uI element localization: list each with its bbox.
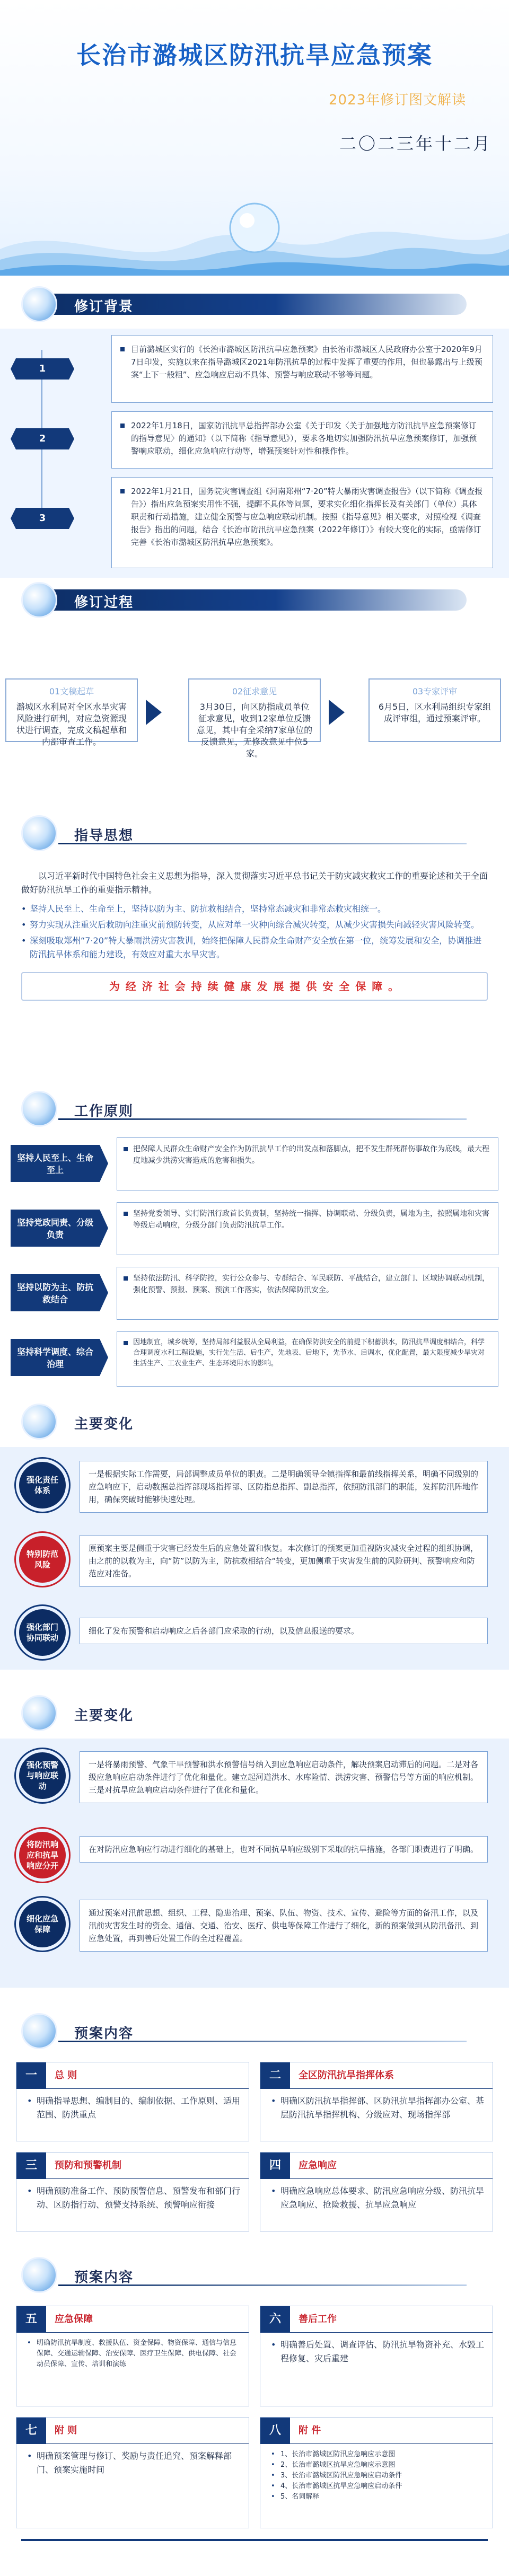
section-header-main-changes-1	[11, 1399, 498, 1442]
card-item: • 明确善后处置、调查评估、防汛抗旱物资补充、水毁工程修复、灾后重建	[271, 2338, 484, 2366]
revision-item-3: 2022年1月21日，国务院灾害调查组《河南郑州“7·20”特大暴雨灾害调查报告》（以下简称《调查报告》）指出应急预案实用性不强，提醒不具体等问题，要求实化细化指挥长及有关部门（单位）具体职责和行动措施，建立健全预警与应急响应联动机制。按照《指导意见》相关要求，对照检视《调查报告》指出的问题，结合《长治市防汛抗旱应急预案（2022年修订）》有较大变化的实际，亟需修订完善《长治市潞城区防汛抗旱应急预案》。	[111, 477, 493, 568]
arrow-right-icon	[329, 700, 345, 725]
principle-item-2	[11, 1199, 498, 1258]
principle-item-3	[11, 1264, 498, 1323]
content-card-5	[16, 2306, 249, 2406]
process-step-3	[368, 678, 501, 742]
section-header-revision-process	[11, 578, 498, 620]
page-subtitle: 2023年修订图文解读	[329, 92, 467, 108]
process-step-1	[5, 678, 138, 747]
card-number: 五	[16, 2306, 46, 2333]
guiding-paragraph: 以习近平新时代中国特色社会主义思想为指导，深入贯彻落实习近平总书记关于防灾减灾救灾工作的重要论述和关于全面做好防汛抗旱工作的重要指示精神。	[21, 871, 488, 895]
change-tag: 强化预警与响应联动	[16, 1749, 69, 1802]
principle-item-4	[11, 1328, 498, 1388]
guiding-point: • 深刻吸取郑州“7·20”特大暴雨洪涝灾害教训，始终把保障人民群众生命财产安全放在第一位，统筹发展和安全，协调推进防汛抗旱体系和能力建设，有效应对重大水旱灾害。	[21, 934, 488, 961]
change-text: 通过预案对汛前思想、组织、工程、隐患治理、预案、队伍、物资、技术、宣传、避险等方面的备汛工作，以及汛前灾害发生时的资金、通信、交通、治安、医疗、供电等保障工作进行了细化，新的预案做到从防汛备汛、到应急处置，再到善后处置工作的全过程覆盖。	[80, 1900, 488, 1952]
section-header-contents-2	[11, 2253, 498, 2295]
change-tag: 细化应急保障	[16, 1898, 69, 1951]
section-title: 指导思想	[74, 828, 134, 844]
publish-date: 二〇二三年十二月	[339, 134, 493, 154]
revision-badge-2: 2	[16, 428, 69, 449]
card-number: 七	[16, 2418, 46, 2444]
revision-badge-1: 1	[16, 358, 69, 380]
content-card-2	[260, 2062, 493, 2141]
water-splash-illustration	[0, 191, 509, 276]
content-card-3	[16, 2152, 249, 2231]
revision-item-1: 目前潞城区实行的《长治市潞城区防汛抗旱应急预案》由长治市潞城区人民政府办公室于2020年9月7日印发，实施以来在指导潞城区2021年防汛抗旱的过程中发挥了重要的作用，但也暴露出与上级预案“上下一般粗”、应急响应启动不具体、预警与响应联动不够等问题。	[111, 335, 493, 403]
card-title: 附 则	[55, 2425, 77, 2436]
change-text: 在对防汛应急响应行动进行细化的基础上，也对不同抗旱响应级别下采取的抗旱措施，各部门职责进行了明确。	[80, 1836, 488, 1863]
card-item: • 明确预案管理与修订、奖励与责任追究、预案解释部门、预案实施时间	[27, 2449, 240, 2477]
section-header-revision-background	[11, 282, 498, 324]
process-step-time: 03专家评审	[412, 686, 458, 696]
guiding-point: • 努力实现从注重灾后救助向注重灾前预防转变，从应对单一灾种向综合减灾转变，从减少灾害损失向减轻灾害风险转变。	[21, 918, 488, 932]
water-drop-icon	[21, 1695, 57, 1731]
process-step-time: 02征求意见	[232, 686, 277, 696]
change-item-coordination	[16, 1606, 493, 1664]
principle-item-1	[11, 1134, 498, 1194]
change-item-responsibility	[16, 1459, 493, 1528]
revision-item-2: 2022年1月18日，国家防汛抗旱总指挥部办公室《关于印发〈关于加强地方防汛抗旱应急预案修订的指导意见〉的通知》（以下简称《指导意见》），要求各地切实加强防汛抗旱应急预案修订，加强预警响应联动，细化应急响应行动等，增强预案针对性和操作性。	[111, 411, 493, 469]
change-item-warning-response	[16, 1749, 493, 1818]
section-title: 预案内容	[74, 2270, 134, 2286]
content-card-4	[260, 2152, 493, 2231]
guiding-point: • 坚持人民至上、生命至上，坚持以防为主、防抗救相结合，坚持常态减灾和非常态救灾相统一。	[21, 902, 488, 916]
water-drop-icon	[21, 1091, 57, 1127]
process-step-text: 潞城区水利局对全区水旱灾害风险进行研判，对应急资源现状进行调查，完成文稿起草和内部审查工作。	[16, 702, 127, 747]
card-item: • 明确应急响应总体要求、防汛应急响应分级、防汛抗旱应急响应、抢险救援、抗旱应急响应	[271, 2184, 484, 2212]
card-number: 三	[16, 2152, 46, 2179]
content-card-6	[260, 2306, 493, 2406]
card-number: 八	[260, 2418, 290, 2444]
change-item-risk	[16, 1533, 493, 1599]
process-step-text: 3月30日，向区防指成员单位征求意见，收到12家单位反馈意见，其中有全采纳7家单位的反馈意见，无修改意见中位5家。	[196, 702, 313, 758]
card-number: 二	[260, 2062, 290, 2089]
footer-divider	[21, 2539, 488, 2541]
section-title: 预案内容	[74, 2026, 134, 2042]
guiding-thought-content	[21, 869, 488, 1001]
principle-text: 因地制宜，城乡统筹，坚持局部利益服从全局利益，在确保防洪安全的前提下积蓄洪水，防汛抗旱调度相结合，科学合理调度水利工程设施，实行先生活、后生产，先地表、后地下，先节水、后调水，优化配置，最大限度减少旱灾对生活生产、工农业生产、生态环境用水的影响。	[117, 1331, 498, 1387]
section-title: 工作原则	[74, 1104, 134, 1119]
change-tag: 强化部门协同联动	[16, 1606, 69, 1659]
card-title: 应急响应	[299, 2160, 337, 2171]
water-drop-icon	[21, 1404, 57, 1440]
card-item: • 2、长治市潞城区抗旱应急响应示意图	[271, 2460, 484, 2471]
card-title: 应急保障	[55, 2314, 93, 2325]
change-tag: 强化责任体系	[16, 1459, 69, 1512]
change-item-separate-response	[16, 1829, 493, 1887]
water-drop-icon	[21, 286, 57, 322]
card-item: • 明确防汛抗旱制度、救援队伍、资金保障、物资保障、通信与信息保障、交通运输保障、治安保障、医疗卫生保障、供电保障、社会动员保障、宣传、培训和演练	[27, 2338, 240, 2370]
process-step-2	[188, 678, 321, 758]
card-item: • 明确预防准备工作、预防预警信息、预警发布和部门行动、区防指行动、预警支持系统、预警响应衔接	[27, 2184, 240, 2212]
change-tag: 将防汛响应和抗旱响应分开	[16, 1829, 69, 1882]
section-title: 主要变化	[74, 1708, 134, 1724]
card-title: 预防和预警机制	[55, 2160, 121, 2171]
card-item: • 明确指导思想、编制目的、编制依据、工作原则、适用范围、防洪重点	[27, 2094, 240, 2122]
change-text: 一是根据实际工作需要，局部调整成员单位的职责。二是明确领导全镇指挥和最前线指挥关系，明确不同级别的应急响应下，启动数据总指挥部现场指挥部、区防指总指挥、副总指挥，依照防汛部门的职能，发挥防汛阵地作用，确保突破时能够快速处理。	[80, 1461, 488, 1513]
card-number: 一	[16, 2062, 46, 2089]
change-text: 细化了发布预警和启动响应之后各部门应采取的行动，以及信息报送的要求。	[80, 1618, 488, 1644]
card-item: • 3、长治市潞城区防汛应急响应启动条件	[271, 2471, 484, 2481]
guiding-banner: 为 经 济 社 会 持 续 健 康 发 展 提 供 安 全 保 障 。	[21, 972, 488, 1001]
principle-text: 坚持党委领导、实行防汛行政首长负责制，坚持统一指挥、协调联动、分级负责，属地为主，按照属地和灾害等级启动响应，分级分部门负责防汛抗旱工作。	[117, 1202, 498, 1255]
card-item: • 明确区防汛抗旱指挥部、区防汛抗旱指挥部办公室、基层防汛抗旱指挥机构、分级应对、现场指挥部	[271, 2094, 484, 2122]
section-title: 修订过程	[74, 595, 134, 611]
card-title: 善后工作	[299, 2314, 337, 2325]
card-item: • 5、名词解释	[271, 2492, 484, 2502]
change-item-emergency-support	[16, 1898, 493, 1977]
section-header-contents-1	[11, 2009, 498, 2051]
content-card-8	[260, 2417, 493, 2528]
card-number: 六	[260, 2306, 290, 2333]
card-title: 附 件	[299, 2425, 321, 2436]
change-text: 一是将暴雨预警、气象干旱预警和洪水预警信号纳入到应急响应启动条件，解决预案启动滞后的问题。二是对各级应急响应启动条件进行了优化和量化。建立起河道洪水、水库险情、洪涝灾害、预警信号等方面的响应机制。三是对抗旱应急响应启动条件进行了优化和量化。	[80, 1751, 488, 1803]
card-title: 全区防汛抗旱指挥体系	[299, 2070, 394, 2081]
page-title: 长治市潞城区防汛抗旱应急预案	[76, 41, 433, 69]
hero-banner	[0, 0, 509, 276]
principle-tag: 坚持人民至上、生命至上	[11, 1145, 100, 1182]
water-drop-icon	[21, 582, 57, 618]
card-item: • 1、长治市潞城区防汛应急响应示意图	[271, 2449, 484, 2460]
process-step-time: 01文稿起草	[49, 686, 94, 696]
content-card-1	[16, 2062, 249, 2141]
section-title: 主要变化	[74, 1416, 134, 1432]
change-text: 原预案主要是侧重于灾害已经发生后的应急处置和恢复。本次修订的预案更加重视防灾减灾全过程的组织协调，由之前的以救为主，向“防”以防为主，防抗救相结合“转变，更加侧重于灾害发生前的风险研判、预警响应和防范应对准备。	[80, 1535, 488, 1587]
water-drop-icon	[21, 815, 57, 851]
water-drop-icon	[21, 2257, 57, 2293]
card-item: • 4、长治市潞城区抗旱应急响应启动条件	[271, 2481, 484, 2492]
card-number: 四	[260, 2152, 290, 2179]
water-drop-icon	[21, 2013, 57, 2049]
section-title: 修订背景	[74, 299, 134, 315]
principle-tag: 坚持科学调度、综合治理	[11, 1339, 100, 1376]
card-title: 总 则	[55, 2070, 77, 2081]
section-header-guiding-thought	[11, 811, 498, 853]
arrow-right-icon	[146, 700, 162, 725]
principle-text: 坚持依法防汛、科学防控，实行公众参与、专群结合、军民联防、平战结合，建立部门、区域协调联动机制，强化预警、预报、预案、预演工作落实，依法保障防汛安全。	[117, 1267, 498, 1320]
change-tag: 特别防范风险	[16, 1533, 69, 1586]
principle-text: 把保障人民群众生命财产安全作为防汛抗旱工作的出发点和落脚点，把不发生群死群伤事故作为底线，最大程度地减少洪涝灾害造成的危害和损失。	[117, 1137, 498, 1190]
revision-badge-3: 3	[16, 508, 69, 529]
section-header-main-changes-2	[11, 1691, 498, 1733]
process-step-text: 6月5日，区水利局组织专家组成评审组，通过预案评审。	[378, 702, 492, 724]
principle-tag: 坚持以防为主、防抗救结合	[11, 1274, 100, 1311]
content-card-7	[16, 2417, 249, 2528]
principle-tag: 坚持党政同责、分级负责	[11, 1210, 100, 1247]
section-header-work-principles	[11, 1087, 498, 1129]
